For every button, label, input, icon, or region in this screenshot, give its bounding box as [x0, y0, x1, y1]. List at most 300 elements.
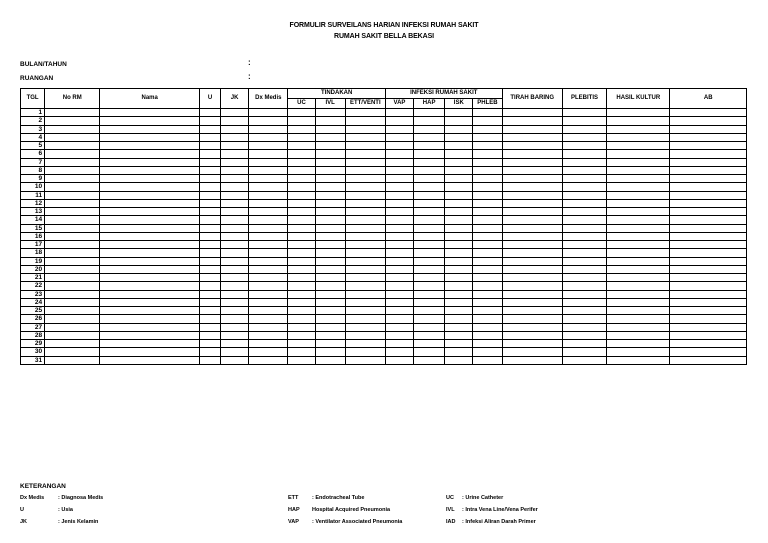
entry-cell[interactable]: [345, 175, 385, 183]
entry-cell[interactable]: [670, 232, 747, 240]
entry-cell[interactable]: [670, 323, 747, 331]
entry-cell[interactable]: [221, 315, 249, 323]
entry-cell[interactable]: [288, 356, 315, 364]
entry-cell[interactable]: [385, 224, 413, 232]
entry-cell[interactable]: [414, 290, 445, 298]
entry-cell[interactable]: [315, 265, 345, 273]
entry-cell[interactable]: [502, 282, 562, 290]
entry-cell[interactable]: [473, 224, 502, 232]
entry-cell[interactable]: [385, 125, 413, 133]
entry-cell[interactable]: [473, 183, 502, 191]
entry-cell[interactable]: [221, 199, 249, 207]
entry-cell[interactable]: [288, 290, 315, 298]
entry-cell[interactable]: [249, 331, 288, 339]
entry-cell[interactable]: [345, 150, 385, 158]
entry-cell[interactable]: [249, 241, 288, 249]
entry-cell[interactable]: [473, 290, 502, 298]
entry-cell[interactable]: [315, 183, 345, 191]
entry-cell[interactable]: [100, 282, 200, 290]
entry-cell[interactable]: [100, 340, 200, 348]
entry-cell[interactable]: [100, 117, 200, 125]
entry-cell[interactable]: [414, 298, 445, 306]
entry-cell[interactable]: [249, 282, 288, 290]
entry-cell[interactable]: [562, 109, 606, 117]
entry-cell[interactable]: [473, 175, 502, 183]
entry-cell[interactable]: [502, 125, 562, 133]
entry-cell[interactable]: [221, 109, 249, 117]
entry-cell[interactable]: [288, 166, 315, 174]
entry-cell[interactable]: [414, 331, 445, 339]
entry-cell[interactable]: [100, 265, 200, 273]
entry-cell[interactable]: [445, 348, 473, 356]
entry-cell[interactable]: [473, 216, 502, 224]
entry-cell[interactable]: [315, 232, 345, 240]
entry-cell[interactable]: [562, 150, 606, 158]
entry-cell[interactable]: [100, 208, 200, 216]
entry-cell[interactable]: [221, 232, 249, 240]
entry-cell[interactable]: [385, 331, 413, 339]
entry-cell[interactable]: [249, 175, 288, 183]
entry-cell[interactable]: [445, 315, 473, 323]
entry-cell[interactable]: [562, 257, 606, 265]
entry-cell[interactable]: [345, 356, 385, 364]
entry-cell[interactable]: [414, 249, 445, 257]
entry-cell[interactable]: [473, 265, 502, 273]
entry-cell[interactable]: [385, 290, 413, 298]
entry-cell[interactable]: [502, 241, 562, 249]
entry-cell[interactable]: [670, 191, 747, 199]
entry-cell[interactable]: [607, 125, 670, 133]
entry-cell[interactable]: [445, 274, 473, 282]
entry-cell[interactable]: [607, 191, 670, 199]
entry-cell[interactable]: [345, 265, 385, 273]
entry-cell[interactable]: [385, 265, 413, 273]
entry-cell[interactable]: [199, 241, 220, 249]
entry-cell[interactable]: [288, 340, 315, 348]
entry-cell[interactable]: [199, 208, 220, 216]
entry-cell[interactable]: [45, 331, 100, 339]
entry-cell[interactable]: [249, 274, 288, 282]
entry-cell[interactable]: [199, 109, 220, 117]
entry-cell[interactable]: [670, 290, 747, 298]
entry-cell[interactable]: [199, 290, 220, 298]
entry-cell[interactable]: [249, 150, 288, 158]
entry-cell[interactable]: [221, 208, 249, 216]
entry-cell[interactable]: [502, 208, 562, 216]
entry-cell[interactable]: [345, 331, 385, 339]
entry-cell[interactable]: [100, 241, 200, 249]
entry-cell[interactable]: [670, 166, 747, 174]
entry-cell[interactable]: [345, 109, 385, 117]
entry-cell[interactable]: [473, 232, 502, 240]
entry-cell[interactable]: [670, 315, 747, 323]
entry-cell[interactable]: [502, 142, 562, 150]
entry-cell[interactable]: [670, 307, 747, 315]
entry-cell[interactable]: [562, 208, 606, 216]
entry-cell[interactable]: [562, 340, 606, 348]
entry-cell[interactable]: [502, 175, 562, 183]
entry-cell[interactable]: [502, 307, 562, 315]
entry-cell[interactable]: [345, 142, 385, 150]
entry-cell[interactable]: [315, 224, 345, 232]
entry-cell[interactable]: [445, 232, 473, 240]
entry-cell[interactable]: [445, 265, 473, 273]
entry-cell[interactable]: [607, 315, 670, 323]
entry-cell[interactable]: [414, 117, 445, 125]
entry-cell[interactable]: [45, 241, 100, 249]
entry-cell[interactable]: [221, 356, 249, 364]
entry-cell[interactable]: [199, 257, 220, 265]
entry-cell[interactable]: [249, 158, 288, 166]
entry-cell[interactable]: [445, 356, 473, 364]
entry-cell[interactable]: [562, 183, 606, 191]
entry-cell[interactable]: [45, 191, 100, 199]
entry-cell[interactable]: [288, 216, 315, 224]
entry-cell[interactable]: [414, 199, 445, 207]
entry-cell[interactable]: [445, 216, 473, 224]
entry-cell[interactable]: [385, 158, 413, 166]
entry-cell[interactable]: [385, 348, 413, 356]
entry-cell[interactable]: [414, 208, 445, 216]
entry-cell[interactable]: [315, 315, 345, 323]
entry-cell[interactable]: [249, 109, 288, 117]
entry-cell[interactable]: [345, 340, 385, 348]
entry-cell[interactable]: [199, 150, 220, 158]
entry-cell[interactable]: [221, 307, 249, 315]
entry-cell[interactable]: [100, 249, 200, 257]
entry-cell[interactable]: [445, 249, 473, 257]
entry-cell[interactable]: [607, 265, 670, 273]
entry-cell[interactable]: [100, 348, 200, 356]
entry-cell[interactable]: [199, 224, 220, 232]
entry-cell[interactable]: [45, 199, 100, 207]
entry-cell[interactable]: [445, 298, 473, 306]
entry-cell[interactable]: [414, 274, 445, 282]
entry-cell[interactable]: [670, 199, 747, 207]
entry-cell[interactable]: [45, 224, 100, 232]
entry-cell[interactable]: [100, 142, 200, 150]
entry-cell[interactable]: [315, 166, 345, 174]
entry-cell[interactable]: [607, 142, 670, 150]
entry-cell[interactable]: [288, 117, 315, 125]
entry-cell[interactable]: [315, 298, 345, 306]
entry-cell[interactable]: [315, 249, 345, 257]
entry-cell[interactable]: [315, 199, 345, 207]
entry-cell[interactable]: [100, 323, 200, 331]
entry-cell[interactable]: [249, 125, 288, 133]
entry-cell[interactable]: [473, 257, 502, 265]
entry-cell[interactable]: [199, 232, 220, 240]
entry-cell[interactable]: [288, 298, 315, 306]
entry-cell[interactable]: [315, 125, 345, 133]
entry-cell[interactable]: [100, 331, 200, 339]
entry-cell[interactable]: [473, 166, 502, 174]
entry-cell[interactable]: [670, 158, 747, 166]
entry-cell[interactable]: [45, 340, 100, 348]
entry-cell[interactable]: [315, 158, 345, 166]
entry-cell[interactable]: [562, 158, 606, 166]
entry-cell[interactable]: [502, 216, 562, 224]
entry-cell[interactable]: [45, 109, 100, 117]
entry-cell[interactable]: [315, 241, 345, 249]
entry-cell[interactable]: [199, 315, 220, 323]
entry-cell[interactable]: [385, 166, 413, 174]
entry-cell[interactable]: [199, 282, 220, 290]
entry-cell[interactable]: [45, 307, 100, 315]
entry-cell[interactable]: [288, 208, 315, 216]
entry-cell[interactable]: [199, 331, 220, 339]
entry-cell[interactable]: [445, 191, 473, 199]
entry-cell[interactable]: [249, 348, 288, 356]
entry-cell[interactable]: [414, 191, 445, 199]
entry-cell[interactable]: [249, 298, 288, 306]
entry-cell[interactable]: [473, 340, 502, 348]
entry-cell[interactable]: [315, 175, 345, 183]
entry-cell[interactable]: [502, 232, 562, 240]
entry-cell[interactable]: [607, 109, 670, 117]
entry-cell[interactable]: [315, 117, 345, 125]
entry-cell[interactable]: [288, 241, 315, 249]
entry-cell[interactable]: [249, 142, 288, 150]
entry-cell[interactable]: [345, 125, 385, 133]
entry-cell[interactable]: [288, 274, 315, 282]
entry-cell[interactable]: [445, 241, 473, 249]
entry-cell[interactable]: [562, 175, 606, 183]
entry-cell[interactable]: [670, 175, 747, 183]
entry-cell[interactable]: [221, 265, 249, 273]
entry-cell[interactable]: [199, 199, 220, 207]
entry-cell[interactable]: [562, 142, 606, 150]
entry-cell[interactable]: [445, 340, 473, 348]
entry-cell[interactable]: [502, 117, 562, 125]
entry-cell[interactable]: [445, 331, 473, 339]
entry-cell[interactable]: [473, 199, 502, 207]
entry-cell[interactable]: [414, 282, 445, 290]
entry-cell[interactable]: [385, 191, 413, 199]
entry-cell[interactable]: [414, 315, 445, 323]
entry-cell[interactable]: [502, 265, 562, 273]
entry-cell[interactable]: [288, 158, 315, 166]
entry-cell[interactable]: [199, 298, 220, 306]
entry-cell[interactable]: [288, 323, 315, 331]
entry-cell[interactable]: [199, 307, 220, 315]
entry-cell[interactable]: [45, 142, 100, 150]
entry-cell[interactable]: [473, 274, 502, 282]
entry-cell[interactable]: [221, 175, 249, 183]
entry-cell[interactable]: [45, 150, 100, 158]
entry-cell[interactable]: [100, 224, 200, 232]
entry-cell[interactable]: [445, 224, 473, 232]
entry-cell[interactable]: [607, 241, 670, 249]
entry-cell[interactable]: [221, 290, 249, 298]
entry-cell[interactable]: [445, 183, 473, 191]
entry-cell[interactable]: [473, 241, 502, 249]
entry-cell[interactable]: [249, 191, 288, 199]
entry-cell[interactable]: [249, 199, 288, 207]
entry-cell[interactable]: [502, 249, 562, 257]
entry-cell[interactable]: [385, 199, 413, 207]
entry-cell[interactable]: [315, 290, 345, 298]
entry-cell[interactable]: [607, 224, 670, 232]
entry-cell[interactable]: [100, 290, 200, 298]
entry-cell[interactable]: [249, 208, 288, 216]
entry-cell[interactable]: [315, 307, 345, 315]
entry-cell[interactable]: [562, 117, 606, 125]
entry-cell[interactable]: [249, 257, 288, 265]
entry-cell[interactable]: [45, 315, 100, 323]
entry-cell[interactable]: [345, 232, 385, 240]
entry-cell[interactable]: [45, 158, 100, 166]
entry-cell[interactable]: [249, 216, 288, 224]
entry-cell[interactable]: [249, 265, 288, 273]
entry-cell[interactable]: [345, 298, 385, 306]
entry-cell[interactable]: [445, 323, 473, 331]
entry-cell[interactable]: [502, 150, 562, 158]
entry-cell[interactable]: [562, 282, 606, 290]
entry-cell[interactable]: [473, 191, 502, 199]
entry-cell[interactable]: [100, 158, 200, 166]
entry-cell[interactable]: [288, 224, 315, 232]
entry-cell[interactable]: [562, 323, 606, 331]
entry-cell[interactable]: [45, 208, 100, 216]
entry-cell[interactable]: [288, 282, 315, 290]
entry-cell[interactable]: [45, 257, 100, 265]
entry-cell[interactable]: [100, 216, 200, 224]
entry-cell[interactable]: [221, 224, 249, 232]
entry-cell[interactable]: [221, 257, 249, 265]
entry-cell[interactable]: [385, 142, 413, 150]
entry-cell[interactable]: [45, 216, 100, 224]
entry-cell[interactable]: [502, 166, 562, 174]
entry-cell[interactable]: [502, 158, 562, 166]
entry-cell[interactable]: [315, 109, 345, 117]
entry-cell[interactable]: [473, 282, 502, 290]
entry-cell[interactable]: [315, 331, 345, 339]
entry-cell[interactable]: [45, 249, 100, 257]
entry-cell[interactable]: [502, 340, 562, 348]
entry-cell[interactable]: [221, 298, 249, 306]
entry-cell[interactable]: [562, 224, 606, 232]
entry-cell[interactable]: [345, 133, 385, 141]
entry-cell[interactable]: [221, 133, 249, 141]
entry-cell[interactable]: [562, 191, 606, 199]
entry-cell[interactable]: [100, 109, 200, 117]
entry-cell[interactable]: [45, 166, 100, 174]
entry-cell[interactable]: [345, 307, 385, 315]
entry-cell[interactable]: [473, 117, 502, 125]
entry-cell[interactable]: [607, 249, 670, 257]
entry-cell[interactable]: [345, 241, 385, 249]
entry-cell[interactable]: [445, 199, 473, 207]
entry-cell[interactable]: [607, 348, 670, 356]
entry-cell[interactable]: [414, 183, 445, 191]
entry-cell[interactable]: [414, 356, 445, 364]
entry-cell[interactable]: [315, 340, 345, 348]
entry-cell[interactable]: [385, 356, 413, 364]
entry-cell[interactable]: [345, 282, 385, 290]
entry-cell[interactable]: [562, 216, 606, 224]
entry-cell[interactable]: [385, 216, 413, 224]
entry-cell[interactable]: [385, 241, 413, 249]
entry-cell[interactable]: [288, 257, 315, 265]
entry-cell[interactable]: [445, 150, 473, 158]
entry-cell[interactable]: [473, 150, 502, 158]
entry-cell[interactable]: [249, 356, 288, 364]
entry-cell[interactable]: [100, 150, 200, 158]
entry-cell[interactable]: [221, 117, 249, 125]
entry-cell[interactable]: [221, 340, 249, 348]
entry-cell[interactable]: [249, 224, 288, 232]
entry-cell[interactable]: [100, 307, 200, 315]
entry-cell[interactable]: [414, 265, 445, 273]
entry-cell[interactable]: [670, 356, 747, 364]
entry-cell[interactable]: [670, 298, 747, 306]
entry-cell[interactable]: [473, 356, 502, 364]
entry-cell[interactable]: [199, 249, 220, 257]
entry-cell[interactable]: [670, 183, 747, 191]
entry-cell[interactable]: [414, 340, 445, 348]
entry-cell[interactable]: [288, 109, 315, 117]
entry-cell[interactable]: [445, 175, 473, 183]
entry-cell[interactable]: [345, 323, 385, 331]
entry-cell[interactable]: [199, 191, 220, 199]
entry-cell[interactable]: [473, 142, 502, 150]
entry-cell[interactable]: [445, 133, 473, 141]
entry-cell[interactable]: [100, 257, 200, 265]
entry-cell[interactable]: [562, 265, 606, 273]
entry-cell[interactable]: [562, 274, 606, 282]
entry-cell[interactable]: [315, 274, 345, 282]
entry-cell[interactable]: [315, 191, 345, 199]
entry-cell[interactable]: [345, 348, 385, 356]
entry-cell[interactable]: [221, 166, 249, 174]
entry-cell[interactable]: [607, 282, 670, 290]
entry-cell[interactable]: [199, 166, 220, 174]
entry-cell[interactable]: [100, 356, 200, 364]
entry-cell[interactable]: [670, 117, 747, 125]
entry-cell[interactable]: [607, 150, 670, 158]
entry-cell[interactable]: [607, 298, 670, 306]
entry-cell[interactable]: [502, 199, 562, 207]
entry-cell[interactable]: [670, 125, 747, 133]
entry-cell[interactable]: [100, 125, 200, 133]
entry-cell[interactable]: [199, 356, 220, 364]
entry-cell[interactable]: [100, 274, 200, 282]
entry-cell[interactable]: [562, 298, 606, 306]
entry-cell[interactable]: [288, 183, 315, 191]
entry-cell[interactable]: [249, 183, 288, 191]
entry-cell[interactable]: [502, 298, 562, 306]
entry-cell[interactable]: [249, 315, 288, 323]
entry-cell[interactable]: [385, 340, 413, 348]
entry-cell[interactable]: [607, 340, 670, 348]
entry-cell[interactable]: [345, 224, 385, 232]
entry-cell[interactable]: [670, 348, 747, 356]
entry-cell[interactable]: [414, 150, 445, 158]
entry-cell[interactable]: [100, 183, 200, 191]
entry-cell[interactable]: [385, 257, 413, 265]
entry-cell[interactable]: [607, 158, 670, 166]
entry-cell[interactable]: [562, 199, 606, 207]
entry-cell[interactable]: [249, 290, 288, 298]
entry-cell[interactable]: [562, 331, 606, 339]
entry-cell[interactable]: [670, 208, 747, 216]
entry-cell[interactable]: [45, 298, 100, 306]
entry-cell[interactable]: [445, 290, 473, 298]
entry-cell[interactable]: [315, 142, 345, 150]
entry-cell[interactable]: [288, 150, 315, 158]
entry-cell[interactable]: [249, 323, 288, 331]
